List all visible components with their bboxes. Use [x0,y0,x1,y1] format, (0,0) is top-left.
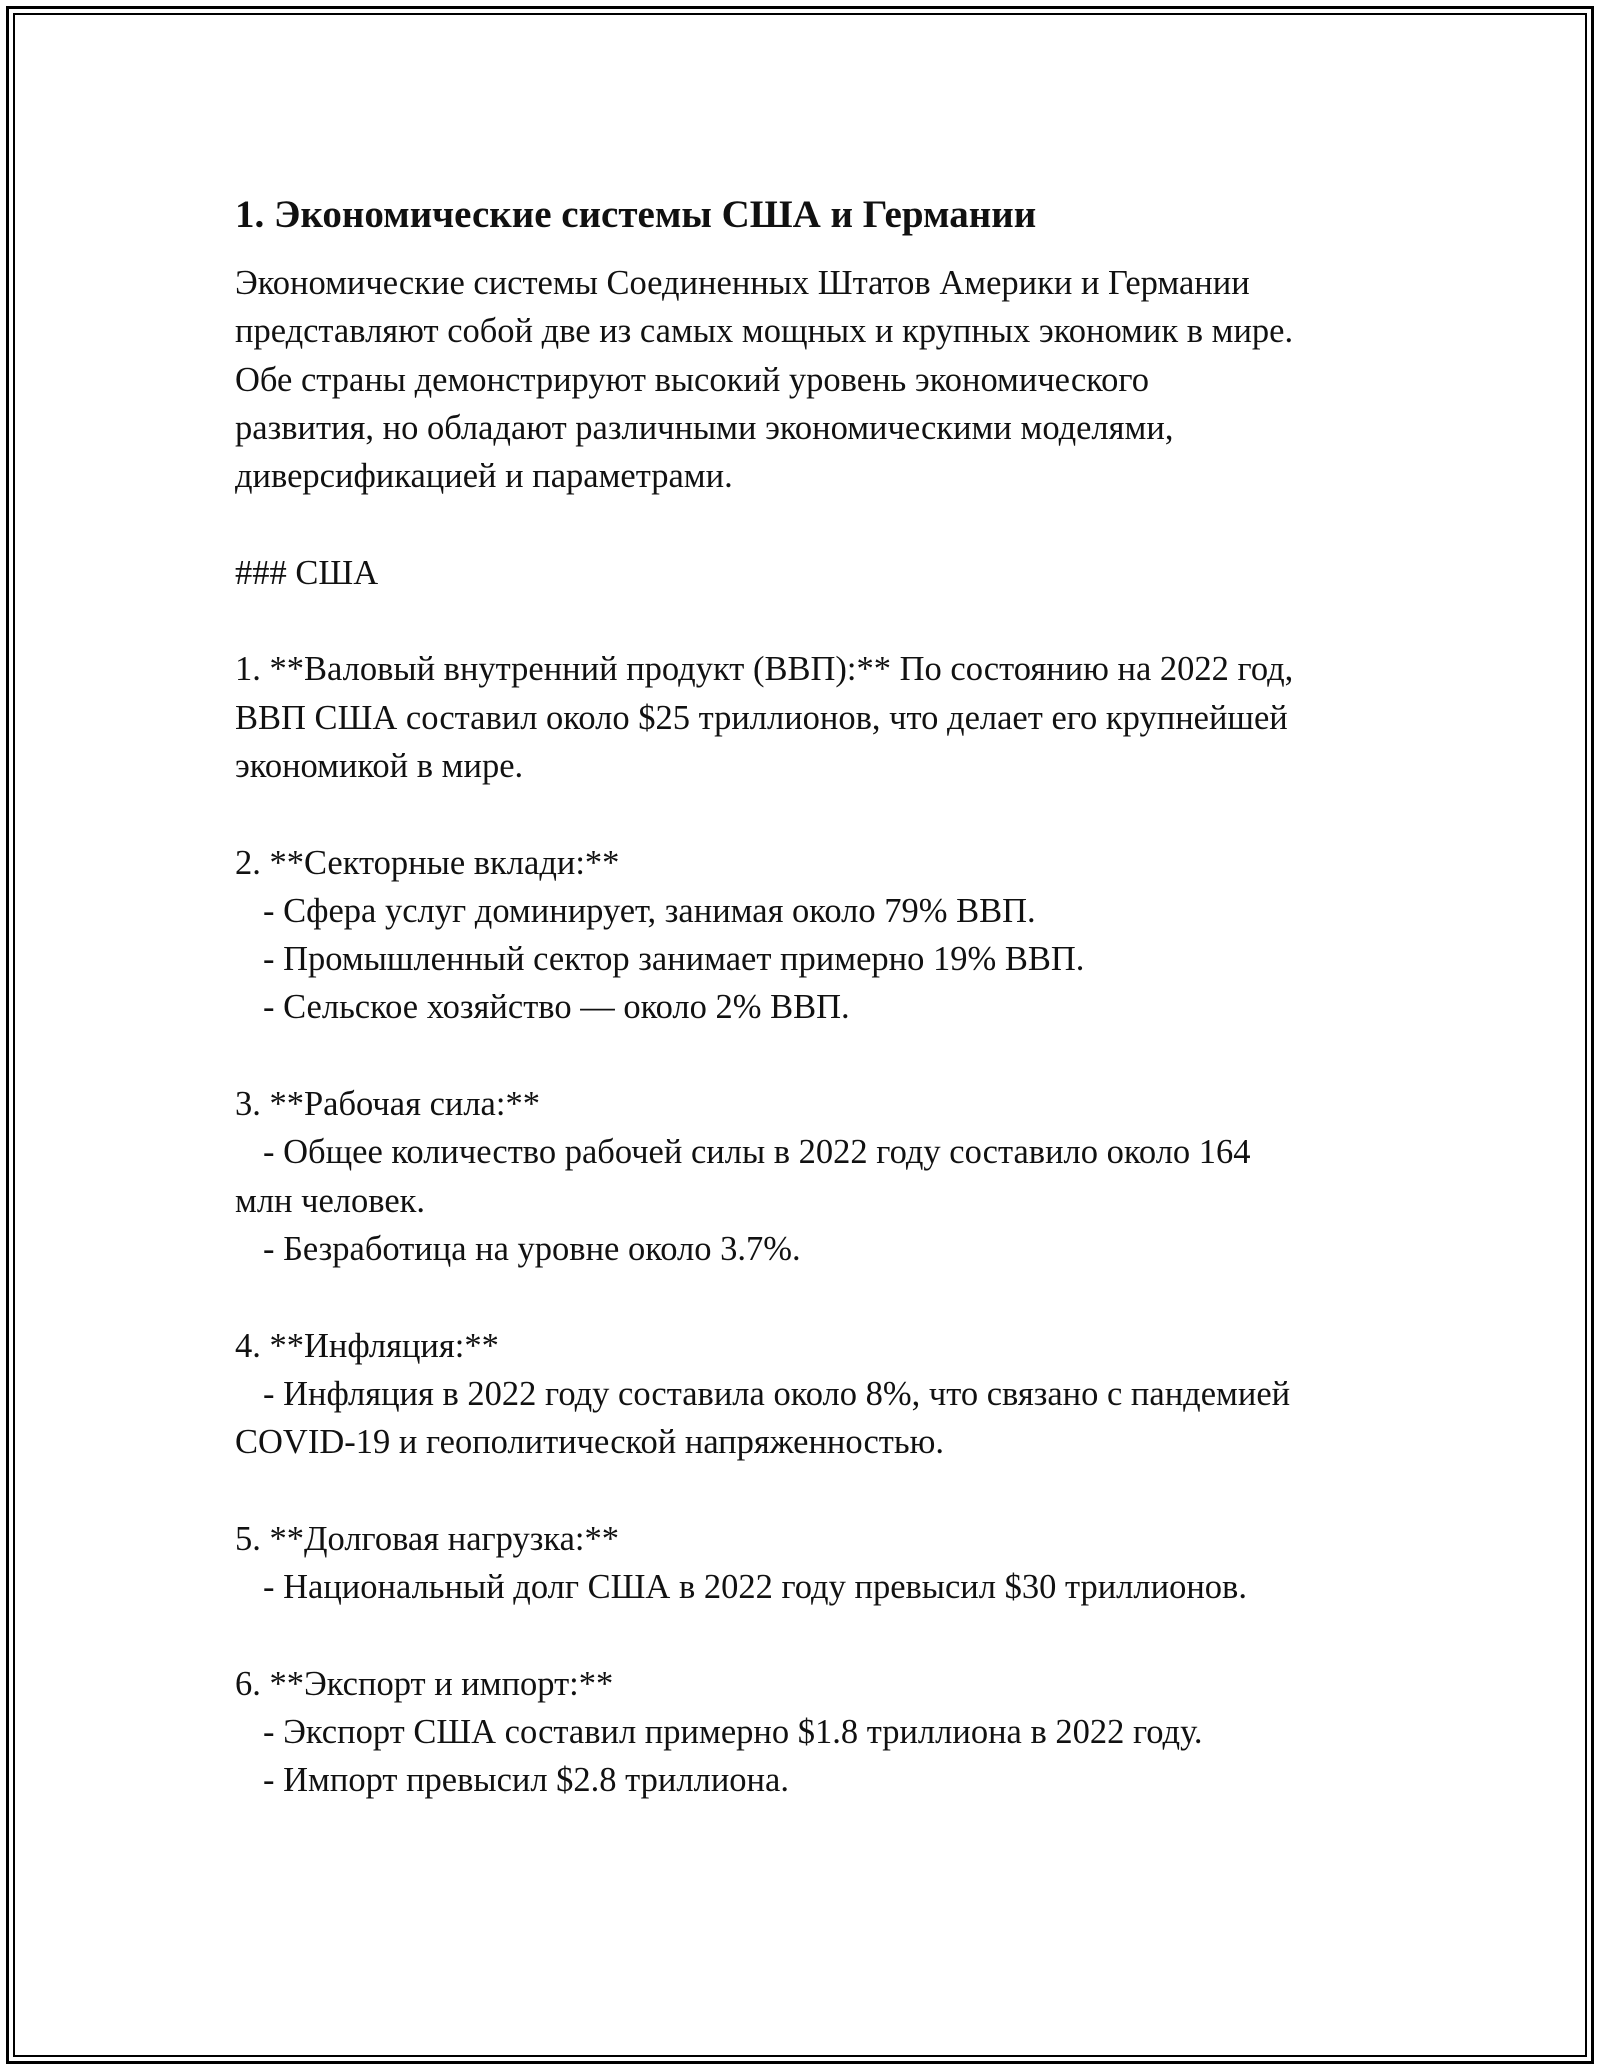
spacer [235,1611,1385,1659]
bullet-line: - Инфляция в 2022 году составила около 8%, что связано с пандемией [263,1374,1291,1413]
list-item-trade [235,1660,1385,1805]
spacer [235,790,1385,838]
spacer [235,1032,1385,1080]
bullet-line: - Национальный долг США в 2022 году превысил $30 триллионов. [263,1568,1247,1607]
list-item-debt [235,1515,1385,1612]
list-item-workforce [235,1080,1385,1273]
item-line: экономикой в мире. [235,746,524,785]
document-title: 1. Экономические системы США и Германии [235,193,1037,236]
bullet-line: - Импорт превысил $2.8 триллиона. [263,1761,789,1800]
bullet-line: - Общее количество рабочей силы в 2022 году составило около 164 [263,1133,1251,1172]
intro-line: Экономические системы Соединенных Штатов Америки и Германии [235,264,1250,302]
bullet-line: - Безработица на уровне около 3.7%. [263,1229,801,1268]
item-heading: 3. **Рабочая сила:** [235,1085,540,1124]
bullet-continuation: COVID-19 и геополитической напряженностью. [235,1423,945,1462]
bullet-continuation: млн человек. [235,1181,426,1220]
item-heading: 6. **Экспорт и импорт:** [235,1664,614,1703]
document-body [235,185,1385,1805]
item-heading: 2. **Секторные вклади:** [235,843,620,882]
item-line: ВВП США составил около $25 триллионов, что делает его крупнейшей [235,698,1288,737]
intro-line: развития, но обладают различными экономическими моделями, [235,408,1174,447]
item-line: 1. **Валовый внутренний продукт (ВВП):** По состоянию на 2022 год, [235,650,1294,689]
intro-line: Обе страны демонстрируют высокий уровень экономического [235,360,1149,399]
bullet-line: - Экспорт США составил примерно $1.8 триллиона в 2022 году. [263,1712,1203,1751]
item-heading: 4. **Инфляция:** [235,1326,499,1365]
item-heading: 5. **Долговая нагрузка:** [235,1519,619,1558]
list-item-gdp [235,645,1385,790]
list-item-sectors [235,839,1385,1032]
intro-line: диверсификацией и параметрами. [235,457,733,496]
intro-paragraph [235,259,1385,500]
spacer [235,597,1385,645]
spacer [235,500,1385,548]
section-heading: ### США [235,553,379,592]
spacer [235,1273,1385,1321]
list-item-inflation [235,1322,1385,1467]
bullet-line: - Промышленный сектор занимает примерно 19% ВВП. [263,940,1085,979]
spacer [235,1466,1385,1514]
intro-line: представляют собой две из самых мощных и крупных экономик в мире. [235,312,1294,351]
bullet-line: - Сельское хозяйство — около 2% ВВП. [263,988,850,1027]
bullet-line: - Сфера услуг доминирует, занимая около 79% ВВП. [263,891,1036,930]
